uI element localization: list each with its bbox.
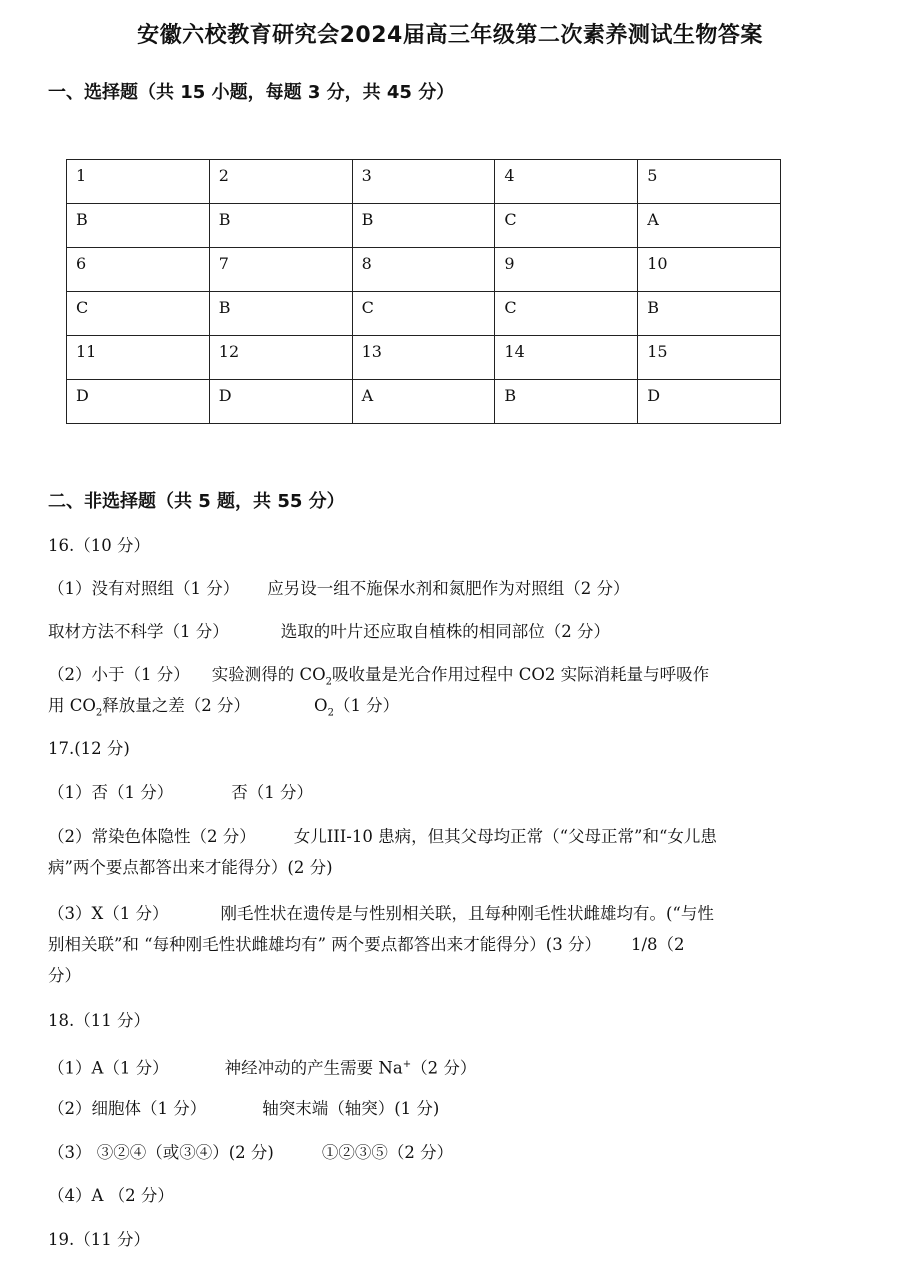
question-17-line-6: 分） (48, 966, 81, 985)
question-17-header: 17.(12 分) (48, 739, 130, 758)
answer-text: （1）A（1 分） (48, 1058, 169, 1078)
question-17-line-2 (48, 821, 808, 853)
answer-text: 1/8（2 (630, 935, 685, 954)
answer-text: 应另设一组不施保水剂和氮肥作为对照组（2 分） (267, 579, 630, 598)
answer-text: （1）否（1 分） (48, 783, 174, 802)
question-17-line-3: 病”两个要点都答出来才能得分）(2 分) (48, 858, 333, 877)
table-cell: 4 (495, 160, 638, 204)
answer-text: 吸收量是光合作用过程中 CO2 实际消耗量与呼吸作 (332, 665, 710, 684)
table-cell: D (209, 380, 352, 424)
table-cell: C (352, 292, 495, 336)
question-18-header: 18.（11 分） (48, 1011, 150, 1030)
answer-text: （1）没有对照组（1 分） (48, 579, 240, 598)
table-row (67, 204, 781, 248)
question-18-line-3 (48, 1137, 808, 1169)
table-cell: 6 (67, 248, 210, 292)
table-cell: C (67, 292, 210, 336)
question-16-line-4 (48, 690, 808, 729)
table-cell: 1 (67, 160, 210, 204)
answer-text: 轴突末端（轴突）(1 分) (262, 1099, 440, 1118)
table-row (67, 248, 781, 292)
subscript: 2 (327, 707, 334, 719)
table-cell: 9 (495, 248, 638, 292)
page-title: 安徽六校教育研究会2024届高三年级第二次素养测试生物答案 (137, 23, 763, 48)
question-18-line-2 (48, 1093, 808, 1125)
answer-text: 神经冲动的产生需要 Na (224, 1058, 403, 1078)
table-cell: D (638, 380, 781, 424)
answer-text: （2 分） (411, 1058, 477, 1078)
table-cell: 14 (495, 336, 638, 380)
table-cell: A (638, 204, 781, 248)
table-row (67, 160, 781, 204)
answer-text: 释放量之差（2 分） (102, 696, 251, 715)
question-17-line-4 (48, 898, 808, 930)
table-cell: D (67, 380, 210, 424)
table-cell: B (352, 204, 495, 248)
table-cell: 7 (209, 248, 352, 292)
answer-text: （3） ③②④（或③④）(2 分) (48, 1143, 274, 1162)
table-cell: 3 (352, 160, 495, 204)
answer-text: （2）细胞体（1 分） (48, 1099, 207, 1118)
answer-text: 实验测得的 CO (211, 665, 326, 684)
answer-text: （3）X（1 分） (48, 904, 169, 923)
table-row (67, 380, 781, 424)
answer-text: 刚毛性状在遗传是与性别相关联，且每种刚毛性状雌雄均有。(“与性 (220, 904, 714, 923)
table-cell: 15 (638, 336, 781, 380)
answer-text: 别相关联”和 “每种刚毛性状雌雄均有” 两个要点都答出来才能得分）(3 分） (48, 935, 601, 954)
table-cell: B (209, 292, 352, 336)
section-heading-non-choice: 二、非选择题（共 5 题，共 55 分） (48, 491, 345, 512)
table-cell: 5 (638, 160, 781, 204)
table-cell: B (495, 380, 638, 424)
table-cell: B (209, 204, 352, 248)
question-16-line-2 (48, 616, 808, 648)
question-16-line-1 (48, 573, 808, 605)
answer-text: ①②③⑤（2 分） (321, 1143, 454, 1162)
question-17-line-1 (48, 777, 808, 809)
table-row (67, 336, 781, 380)
answer-text: 女儿III-10 患病，但其父母均正常（“父母正常”和“女儿患 (293, 827, 717, 846)
answer-text: （2）小于（1 分） (48, 665, 190, 684)
superscript: + (402, 1059, 412, 1070)
question-19-header: 19.（11 分） (48, 1230, 150, 1249)
table-cell: 13 (352, 336, 495, 380)
question-17-line-5 (48, 929, 808, 961)
table-cell: B (638, 292, 781, 336)
section-heading-multiple-choice: 一、选择题（共 15 小题，每题 3 分，共 45 分） (48, 82, 455, 103)
subscript: 2 (95, 707, 103, 719)
answer-table (66, 159, 781, 424)
question-18-line-1 (48, 1049, 808, 1085)
answer-text: （1 分） (333, 696, 400, 715)
answer-text: 选取的叶片还应取自植株的相同部位（2 分） (280, 622, 610, 641)
answer-text: 否（1 分） (231, 783, 313, 802)
question-18-line-4: （4）A （2 分） (48, 1186, 174, 1205)
answer-text: 用 CO (48, 696, 96, 715)
answer-text: （2）常染色体隐性（2 分） (48, 827, 256, 846)
table-cell: C (495, 204, 638, 248)
table-cell: 11 (67, 336, 210, 380)
table-row (67, 292, 781, 336)
subscript: 2 (325, 676, 333, 688)
question-16-header: 16.（10 分） (48, 536, 150, 555)
table-cell: B (67, 204, 210, 248)
table-cell: 12 (209, 336, 352, 380)
table-cell: A (352, 380, 495, 424)
table-cell: 10 (638, 248, 781, 292)
table-cell: C (495, 292, 638, 336)
answer-text: 取材方法不科学（1 分） (48, 622, 229, 641)
table-cell: 2 (209, 160, 352, 204)
table-cell: 8 (352, 248, 495, 292)
answer-text: O (314, 696, 328, 715)
